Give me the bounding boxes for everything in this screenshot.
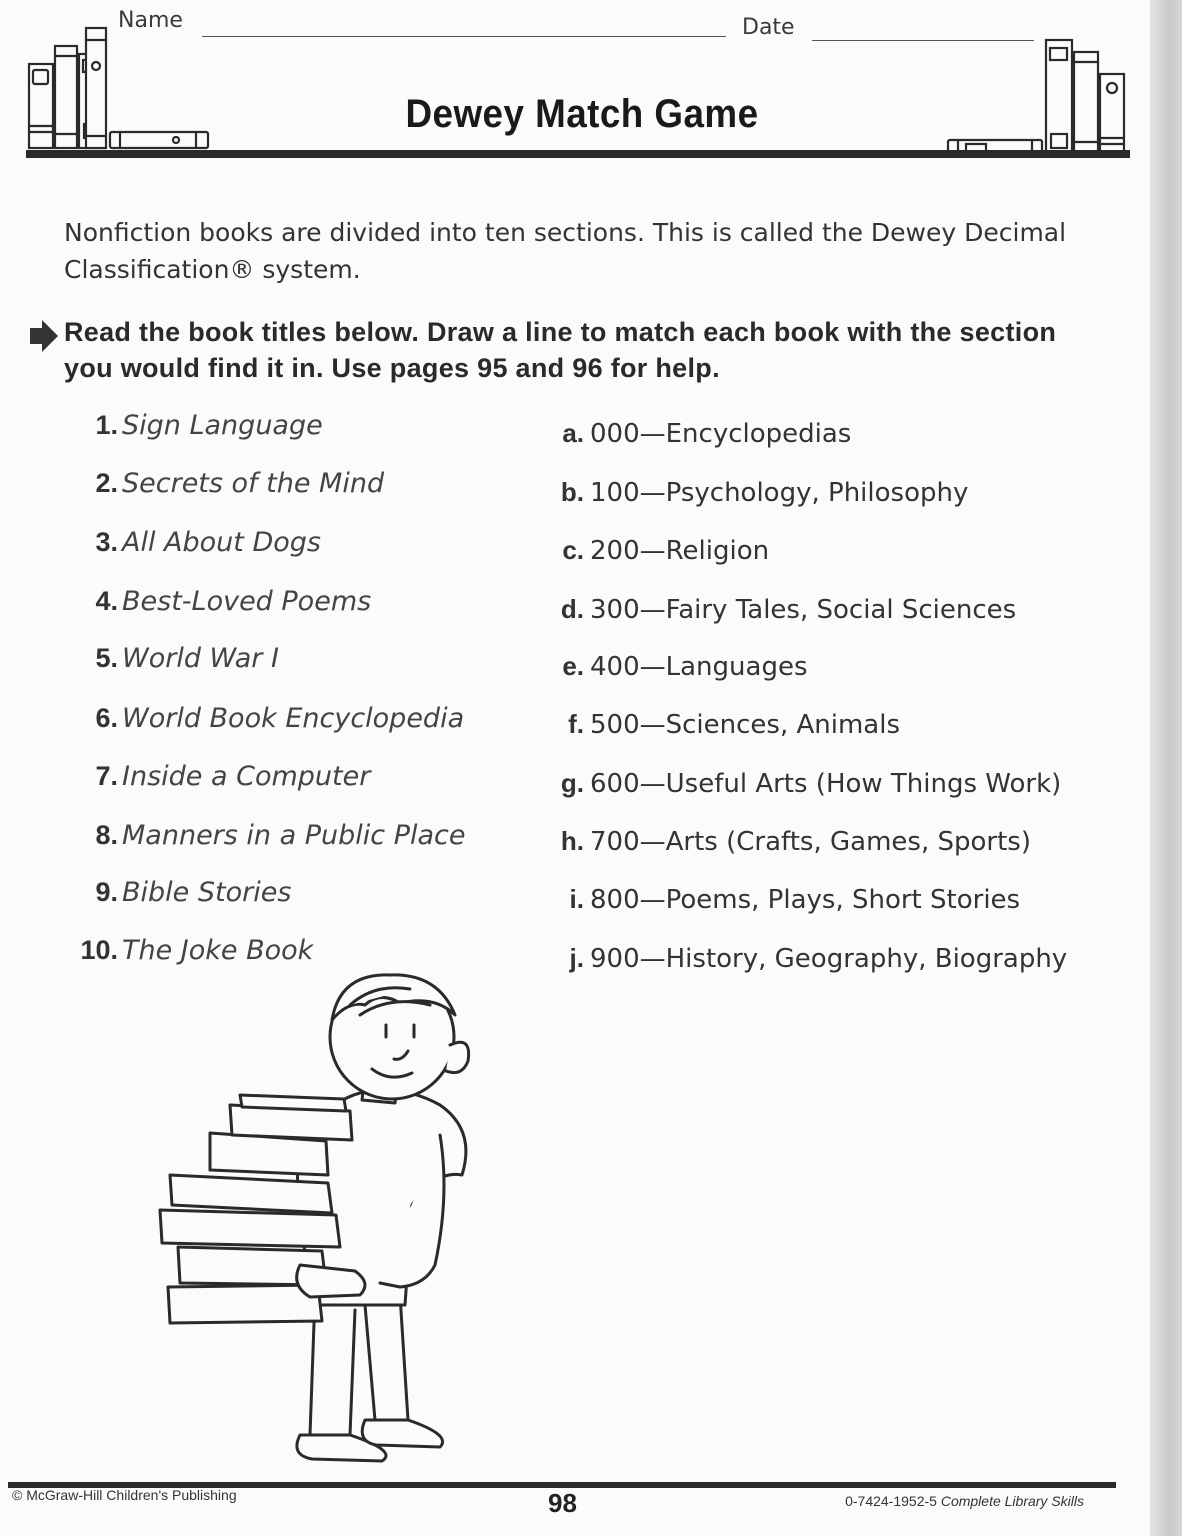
section-text: 100—Psychology, Philosophy bbox=[590, 478, 969, 508]
section-letter: b. bbox=[560, 477, 584, 507]
book-item-2[interactable] bbox=[62, 468, 384, 499]
book-number: 9. bbox=[95, 877, 118, 907]
page-number: 98 bbox=[548, 1488, 577, 1518]
book-title: Secrets of the Mind bbox=[122, 468, 385, 499]
section-text: 400—Languages bbox=[590, 652, 808, 682]
section-letter: j. bbox=[569, 943, 584, 973]
book-number: 7. bbox=[95, 761, 118, 791]
book-number: 10. bbox=[80, 935, 118, 965]
book-title: Manners in a Public Place bbox=[122, 820, 466, 851]
section-item-g[interactable] bbox=[540, 768, 1061, 799]
section-item-i[interactable] bbox=[540, 884, 1020, 915]
book-title: Sign Language bbox=[122, 410, 323, 441]
book-item-4[interactable] bbox=[62, 586, 371, 617]
section-text: 600—Useful Arts (How Things Work) bbox=[590, 769, 1062, 799]
section-text: 700—Arts (Crafts, Games, Sports) bbox=[590, 827, 1031, 857]
section-item-b[interactable] bbox=[540, 477, 968, 508]
instructions-text: Read the book titles below. Draw a line to match each book with the section you would find it in. Use pages 95 and 96 for help. bbox=[64, 317, 1057, 383]
book-item-3[interactable] bbox=[62, 527, 321, 558]
book-title: World Book Encyclopedia bbox=[122, 703, 465, 734]
section-item-a[interactable] bbox=[540, 418, 851, 449]
book-number: 8. bbox=[95, 820, 118, 850]
book-item-6[interactable] bbox=[62, 703, 464, 734]
section-letter: c. bbox=[562, 535, 584, 565]
page-title: Dewey Match Game bbox=[405, 92, 759, 136]
book-item-8[interactable] bbox=[62, 820, 466, 851]
book-item-10[interactable] bbox=[62, 935, 313, 966]
boy-with-books-illustration bbox=[150, 965, 490, 1470]
arrow-icon bbox=[28, 316, 60, 356]
section-letter: g. bbox=[560, 768, 584, 798]
section-letter: h. bbox=[560, 826, 584, 856]
section-letter: i. bbox=[569, 884, 584, 914]
intro-paragraph: Nonfiction books are divided into ten sections. This is called the Dewey Decimal Classification® system. bbox=[64, 218, 1067, 284]
book-item-7[interactable] bbox=[62, 761, 370, 792]
section-letter: a. bbox=[562, 418, 584, 448]
section-item-f[interactable] bbox=[540, 709, 900, 740]
section-item-h[interactable] bbox=[540, 826, 1031, 857]
section-letter: e. bbox=[562, 651, 584, 681]
section-text: 800—Poems, Plays, Short Stories bbox=[590, 885, 1021, 915]
footer-copyright: © McGraw-Hill Children's Publishing bbox=[12, 1487, 237, 1503]
book-number: 5. bbox=[95, 643, 118, 673]
page-edge-shadow bbox=[1150, 0, 1182, 1536]
date-label: Date bbox=[742, 15, 795, 40]
section-text: 500—Sciences, Animals bbox=[590, 710, 901, 740]
book-number: 6. bbox=[95, 703, 118, 733]
name-label: Name bbox=[118, 8, 183, 33]
book-number: 1. bbox=[95, 410, 118, 440]
name-field[interactable] bbox=[202, 36, 726, 37]
section-item-c[interactable] bbox=[540, 535, 769, 566]
section-text: 900—History, Geography, Biography bbox=[590, 944, 1068, 974]
book-item-5[interactable] bbox=[62, 643, 279, 674]
book-title: World War I bbox=[122, 643, 279, 674]
footer-isbn: 0-7424-1952-5 bbox=[845, 1493, 937, 1509]
section-item-j[interactable] bbox=[540, 943, 1067, 974]
section-text: 200—Religion bbox=[590, 536, 770, 566]
section-letter: d. bbox=[560, 594, 584, 624]
book-title: All About Dogs bbox=[122, 527, 321, 558]
footer-book-info bbox=[845, 1493, 1084, 1509]
book-title: Bible Stories bbox=[122, 877, 292, 908]
book-number: 3. bbox=[95, 527, 118, 557]
book-title: Best-Loved Poems bbox=[122, 586, 372, 617]
footer-book-title: Complete Library Skills bbox=[940, 1493, 1084, 1509]
book-title: Inside a Computer bbox=[122, 761, 371, 792]
section-text: 300—Fairy Tales, Social Sciences bbox=[590, 595, 1017, 625]
book-item-9[interactable] bbox=[62, 877, 291, 908]
book-number: 2. bbox=[95, 468, 118, 498]
book-number: 4. bbox=[95, 586, 118, 616]
section-text: 000—Encyclopedias bbox=[590, 419, 852, 449]
book-title: The Joke Book bbox=[122, 935, 314, 966]
book-item-1[interactable] bbox=[62, 410, 323, 441]
header-divider bbox=[26, 150, 1130, 158]
section-letter: f. bbox=[568, 709, 584, 739]
section-item-e[interactable] bbox=[540, 651, 807, 682]
section-item-d[interactable] bbox=[540, 594, 1016, 625]
